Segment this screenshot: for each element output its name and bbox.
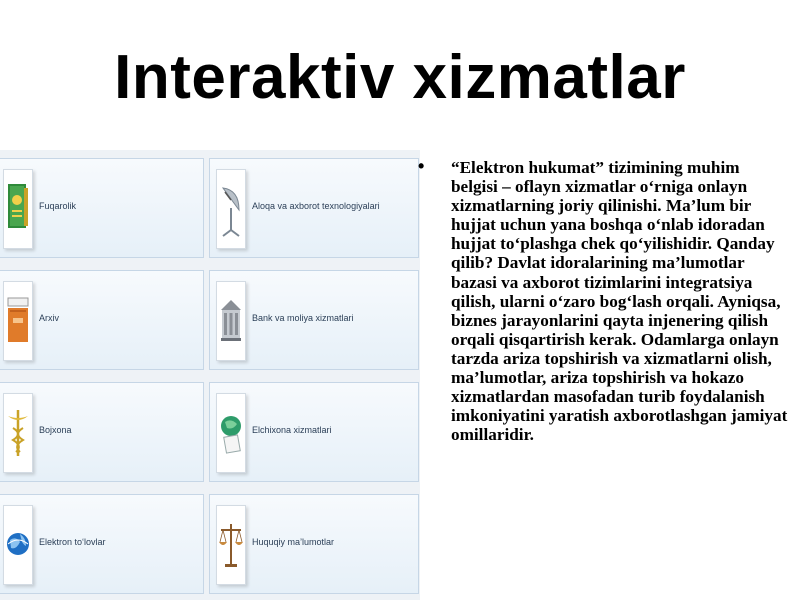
service-label: Fuqarolik [39, 201, 77, 211]
service-tile-elchixona[interactable] [209, 382, 419, 482]
satellite-dish-icon [216, 169, 246, 249]
embassy-globe-icon [216, 393, 246, 473]
service-label: Huquqiy ma’lumotlar [252, 537, 335, 547]
services-grid [0, 150, 420, 600]
service-label: Bank va moliya xizmatlari [252, 313, 354, 323]
scales-icon [216, 505, 246, 585]
bullet-icon: • [418, 156, 425, 176]
service-tile-arxiv[interactable] [0, 270, 204, 370]
e-payment-globe-icon [3, 505, 33, 585]
service-label: Elektron to‘lovlar [39, 537, 106, 547]
bank-icon [216, 281, 246, 361]
service-tile-elektron-tolovlar[interactable] [0, 494, 204, 594]
body-text-block [418, 158, 788, 444]
service-tile-huquqiy[interactable] [209, 494, 419, 594]
archive-icon [3, 281, 33, 361]
slide-title: Interaktiv xizmatlar [114, 43, 686, 112]
service-label: Elchixona xizmatlari [252, 425, 332, 435]
customs-caduceus-icon [3, 393, 33, 473]
service-tile-bank[interactable] [209, 270, 419, 370]
service-label: Bojxona [39, 425, 72, 435]
service-label: Arxiv [39, 313, 59, 323]
service-tile-aloqa[interactable] [209, 158, 419, 258]
body-paragraph: “Elektron hukumat” tizimining muhim belgisi – oflayn xizmatlar o‘rniga onlayn xizmatlarning joriy qilinishi. Ma’lum bir hujjat uchun yana boshqa o‘nlab idoradan hujjat to‘plashga chek qo‘yilishidir. Qanday qilib? Davlat idoralarining ma’lumotlar bazasi va axborot tizimlarini integratsiya qilish, ularni o‘zaro bog‘lash orqali. Ayniqsa, biznes jarayonlarini qayta injenering qilish orqali qisqartirish kerak. Odamlarga onlayn tarzda ariza topshirish va xizmatlarni olish, ma’lumotlar, ariza topshirish va hokazo xizmatlardan masofadan turib foydalanish imkoniyatini yaratish axborotlashgan jamiyat omillaridir. [451, 158, 788, 445]
citizenship-icon [3, 169, 33, 249]
service-label: Aloqa va axborot texnologiyalari [252, 201, 380, 211]
service-tile-bojxona[interactable] [0, 382, 204, 482]
service-tile-fuqarolik[interactable] [0, 158, 204, 258]
